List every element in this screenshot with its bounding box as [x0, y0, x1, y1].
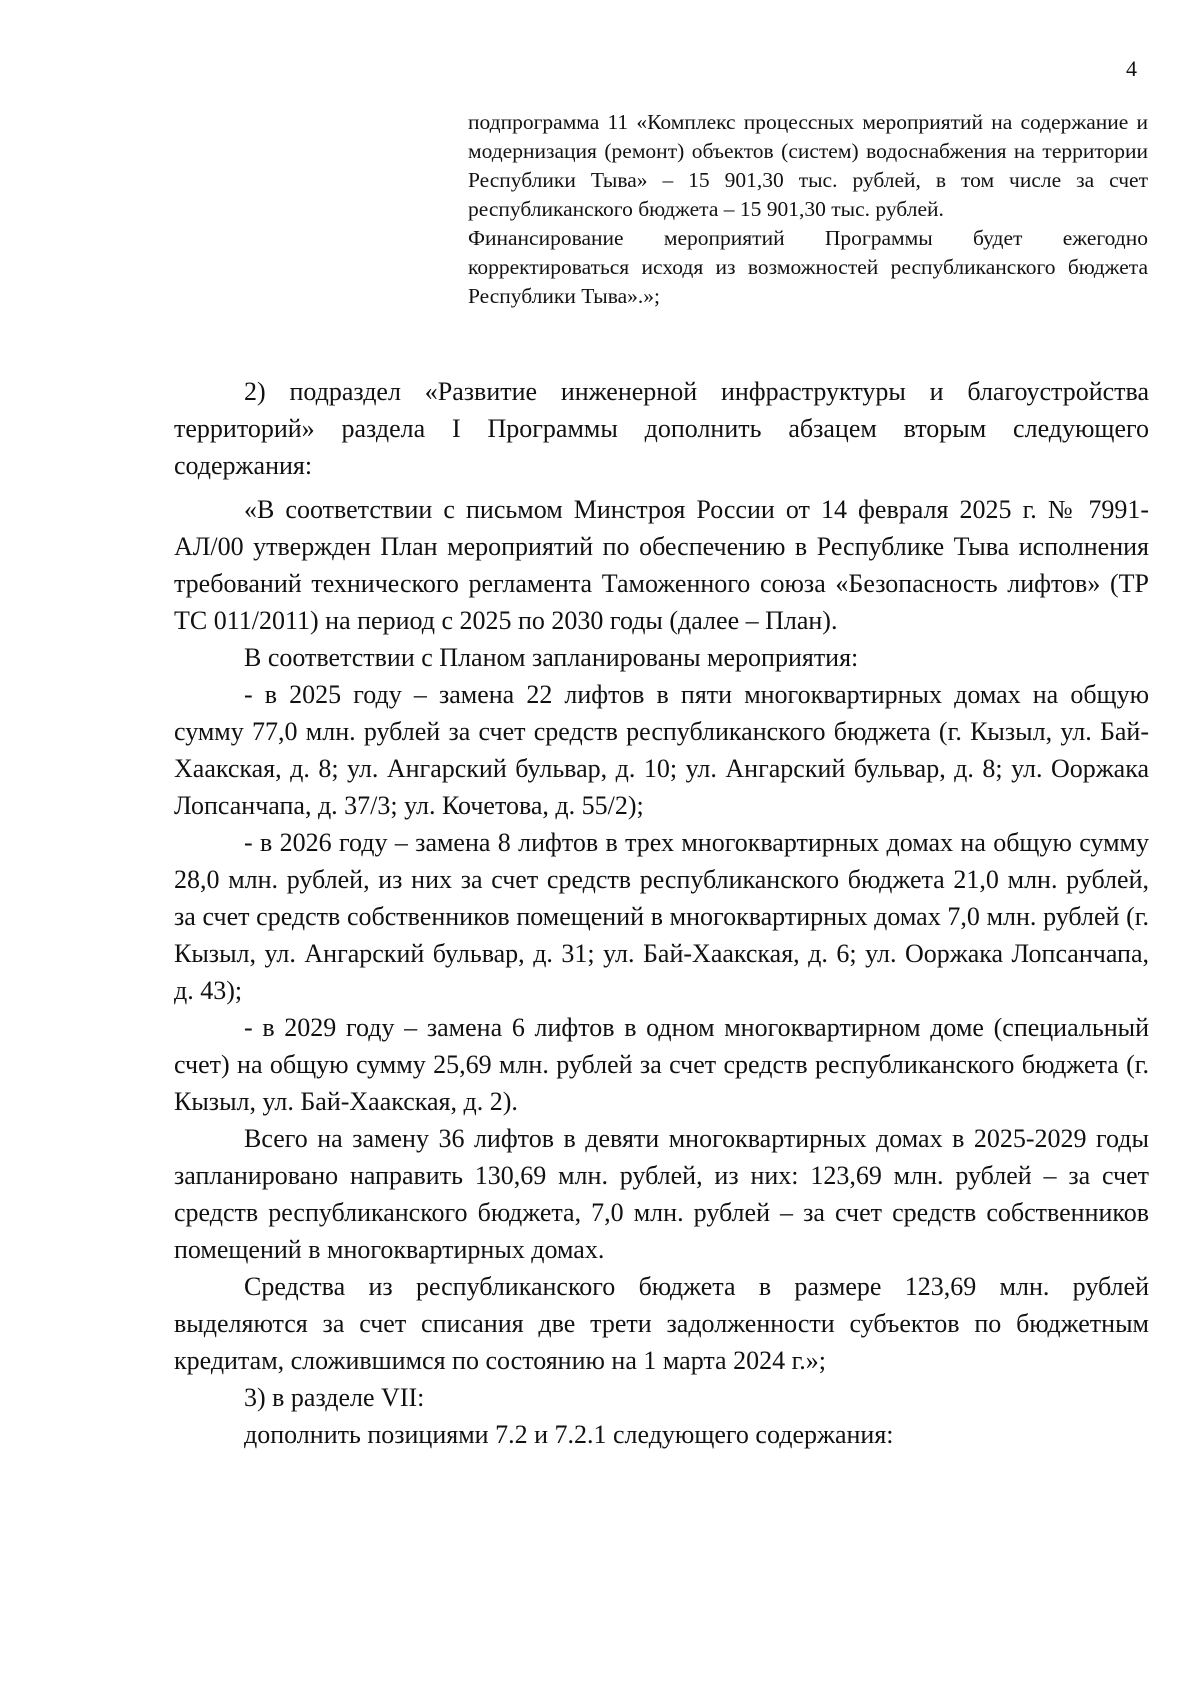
- paragraph: Всего на замену 36 лифтов в девяти многоквартирных домах в 2025-2029 годы запланировано направить 130,69 млн. рублей, из них: 123,69 млн. рублей – за счет средств республиканского бюджета, 7,0 млн. рублей – за счет средств собственников помещений в многоквартирных домах.: [174, 1124, 1149, 1264]
- list-item: - в 2026 году – замена 8 лифтов в трех многоквартирных домах на общую сумму 28,0 млн. рублей, из них за счет средств республиканского бюджета 21,0 млн. рублей, за счет средств собственников помещений в многоквартирных домах 7,0 млн. рублей (г. Кызыл, ул. Ангарский бульвар, д. 31; ул. Бай-Хаакская, д. 6; ул. Ооржака Лопсанчапа, д. 43);: [174, 828, 1149, 1005]
- page-number: 4: [1126, 56, 1137, 81]
- paragraph: Средства из республиканского бюджета в размере 123,69 млн. рублей выделяются за счет списания две трети задолженности субъектов по бюджетным кредитам, сложившимся по состоянию на 1 марта 2024 г.»;: [174, 1272, 1149, 1375]
- list-item: - в 2025 году – замена 22 лифтов в пяти многоквартирных домах на общую сумму 77,0 млн. рублей за счет средств республиканского бюджета (г. Кызыл, ул. Бай-Хаакская, д. 8; ул. Ангарский бульвар, д. 10; ул. Ангарский бульвар, д. 8; ул. Ооржака Лопсанчапа, д. 37/3; ул. Кочетова, д. 55/2);: [174, 680, 1149, 820]
- paragraph: 2) подраздел «Развитие инженерной инфраструктуры и благоустройства территорий» раздела I Программы дополнить абзацем вторым следующего содержания:: [174, 377, 1149, 480]
- insert-paragraph: Финансирование мероприятий Программы будет ежегодно корректироваться исходя из возможностей республиканского бюджета Республики Тыва».»;: [468, 226, 1148, 308]
- paragraph: 3) в разделе VII:: [244, 1383, 425, 1412]
- insert-paragraph: подпрограмма 11 «Комплекс процессных мероприятий на содержание и модернизация (ремонт) объектов (систем) водоснабжения на территории Республики Тыва» – 15 901,30 тыс. рублей, в том числе за счет республиканского бюджета – 15 901,30 тыс. рублей.: [468, 110, 1148, 221]
- paragraph: «В соответствии с письмом Минстроя России от 14 февраля 2025 г. № 7991-АЛ/00 утвержден План мероприятий по обеспечению в Республике Тыва исполнения требований технического регламента Таможенного союза «Безопасность лифтов» (ТР ТС 011/2011) на период с 2025 по 2030 годы (далее – План).: [174, 495, 1149, 635]
- paragraph: дополнить позициями 7.2 и 7.2.1 следующего содержания:: [244, 1420, 894, 1449]
- paragraph: В соответствии с Планом запланированы мероприятия:: [244, 643, 859, 672]
- list-item: - в 2029 году – замена 6 лифтов в одном многоквартирном доме (специальный счет) на общую сумму 25,69 млн. рублей за счет средств республиканского бюджета (г. Кызыл, ул. Бай-Хаакская, д. 2).: [174, 1013, 1149, 1116]
- main-text: [174, 373, 1149, 1453]
- quoted-insert-block: [468, 108, 1148, 311]
